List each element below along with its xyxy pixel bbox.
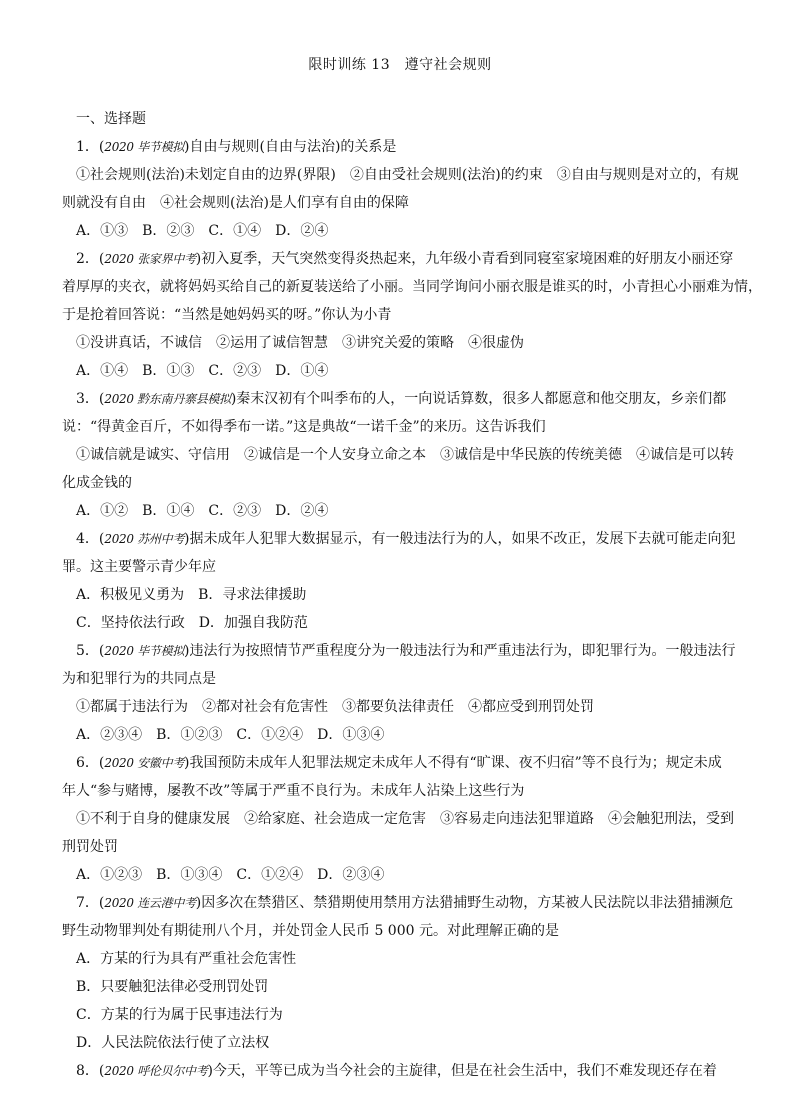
question-6-options: A．①②③ B．①③④ C．①②④ D．②③④ [76, 867, 385, 883]
question-4-options: C．坚持依法行政 D．加强自我防范 [76, 615, 308, 631]
question-1-stem: 1．(2020 毕节模拟)自由与规则(自由与法治)的关系是 [76, 139, 397, 155]
question-3-statements-cont: 化成金钱的 [62, 475, 132, 491]
question-source: 2020 呼伦贝尔中考 [104, 1064, 208, 1078]
question-4-stem: 4．(2020 苏州中考)据未成年人犯罪大数据显示，有一般违法行为的人，如果不改正，发展下去就可能走向犯 [76, 531, 736, 547]
question-source: 2020 黔东南丹寨县模拟 [104, 392, 231, 406]
question-7-option-d: D．人民法院依法行使了立法权 [76, 1035, 270, 1051]
question-7-option-a: A．方某的行为具有严重社会危害性 [76, 951, 297, 967]
question-2-options: A．①④ B．①③ C．②③ D．①④ [76, 363, 329, 379]
question-3-options: A．①② B．①④ C．②③ D．②④ [76, 503, 329, 519]
question-7-stem: 7．(2020 连云港中考)因多次在禁猎区、禁猎期使用禁用方法猎捕野生动物，方某被人民法院以非法猎捕濒危 [76, 895, 734, 911]
question-3-stem: 3．(2020 黔东南丹寨县模拟)秦末汉初有个叫季布的人，一向说话算数，很多人都愿意和他交朋友，乡亲们都 [76, 391, 727, 407]
question-5-statements: ①都属于违法行为 ②都对社会有危害性 ③都要负法律责任 ④都应受到刑罚处罚 [76, 699, 594, 715]
question-6-stem-cont: 年人“参与赌博，屡教不改”等属于严重不良行为。未成年人沾染上这些行为 [62, 783, 525, 799]
question-3-statements: ①诚信就是诚实、守信用 ②诚信是一个人安身立命之本 ③诚信是中华民族的传统美德 ④诚信是可以转 [76, 447, 734, 463]
question-5-options: A．②③④ B．①②③ C．①②④ D．①③④ [76, 727, 385, 743]
question-2-stem: 2．(2020 张家界中考)初入夏季，天气突然变得炎热起来，九年级小青看到同寝室家境困难的好朋友小丽还穿 [76, 251, 734, 267]
question-8-stem: 8．(2020 呼伦贝尔中考)今天，平等已成为当今社会的主旋律，但是在社会生活中，我们不难发现还存在着 [76, 1063, 717, 1079]
question-2-stem-cont: 于是抢着回答说：“当然是她妈妈买的呀。”你认为小青 [62, 307, 392, 323]
question-1-options: A．①③ B．②③ C．①④ D．②④ [76, 223, 329, 239]
question-source: 2020 毕节模拟 [104, 140, 185, 154]
section-heading: 一、选择题 [76, 111, 146, 127]
question-1-statements-cont: 则就没有自由 ④社会规则(法治)是人们享有自由的保障 [62, 195, 409, 211]
question-6-statements: ①不利于自身的健康发展 ②给家庭、社会造成一定危害 ③容易走向违法犯罪道路 ④会触犯刑法，受到 [76, 811, 734, 827]
question-source: 2020 毕节模拟 [104, 644, 185, 658]
question-source: 2020 安徽中考 [104, 756, 185, 770]
question-5-stem: 5．(2020 毕节模拟)违法行为按照情节严重程度分为一般违法行为和严重违法行为，即犯罪行为。一般违法行 [76, 643, 736, 659]
question-1-statements: ①社会规则(法治)未划定自由的边界(界限) ②自由受社会规则(法治)的约束 ③自由与规则是对立的，有规 [76, 167, 739, 183]
question-2-stem-cont: 着厚厚的夹衣，就将妈妈买给自己的新夏装送给了小丽。当同学询问小丽衣服是谁买的时，小青担心小丽难为情， [62, 279, 762, 295]
question-source: 2020 连云港中考 [104, 896, 196, 910]
question-7-option-b: B．只要触犯法律必受刑罚处罚 [76, 979, 269, 995]
question-source: 2020 苏州中考 [104, 532, 185, 546]
question-4-options: A．积极见义勇为 B．寻求法律援助 [76, 587, 307, 603]
question-4-stem-cont: 罪。这主要警示青少年应 [62, 559, 216, 575]
question-7-stem-cont: 野生动物罪判处有期徒刑八个月，并处罚金人民币 5 000 元。对此理解正确的是 [62, 923, 559, 939]
question-6-stem: 6．(2020 安徽中考)我国预防未成年人犯罪法规定未成年人不得有“旷课、夜不归宿”等不良行为；规定未成 [76, 755, 722, 771]
question-6-statements-cont: 刑罚处罚 [62, 839, 118, 855]
question-7-option-c: C．方某的行为属于民事违法行为 [76, 1007, 283, 1023]
question-3-stem-cont: 说：“得黄金百斤，不如得季布一诺。”这是典故“一诺千金”的来历。这告诉我们 [62, 419, 546, 435]
question-2-statements: ①没讲真话，不诚信 ②运用了诚信智慧 ③讲究关爱的策略 ④很虚伪 [76, 335, 524, 351]
question-5-stem-cont: 为和犯罪行为的共同点是 [62, 671, 216, 687]
question-source: 2020 张家界中考 [104, 252, 196, 266]
page-title: 限时训练 13 遵守社会规则 [308, 57, 492, 73]
